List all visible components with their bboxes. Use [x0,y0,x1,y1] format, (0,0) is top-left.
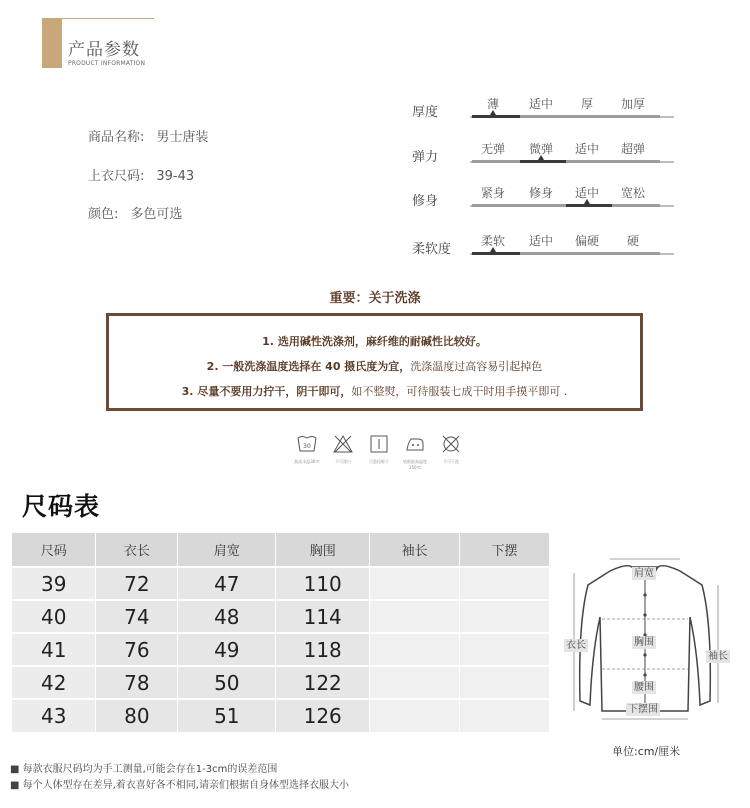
table-cell: 42 [12,666,96,699]
attribute-scale-segment [520,115,568,118]
care-label-5: 不可干洗 [443,459,459,464]
iron-icon [404,433,426,455]
attribute-scale-segment [566,252,614,255]
attribute-scale-segment [520,160,568,163]
selected-marker-icon [538,155,544,160]
washing-instructions-box [106,313,643,411]
attribute-option: 微弹 [528,142,553,156]
table-cell: 50 [178,666,276,699]
unit-label: 单位:cm/厘米 [612,745,681,758]
table-cell: 49 [178,633,276,666]
figure-label-hem: 下摆围 [628,704,658,715]
table-cell [370,699,460,732]
selected-marker-icon [490,247,496,252]
product-color-row [88,203,182,222]
header-chest: 胸围 [276,533,370,567]
care-label-1: 最高水温30℃ [294,459,320,464]
washing-title: 重要：关于洗涤 [329,291,421,306]
product-name-label: 商品名称: [88,130,145,145]
table-cell [460,633,550,666]
attribute-scale-segment [472,204,520,207]
attribute-name: 弹力 [412,150,439,165]
table-cell: 41 [12,633,96,666]
attribute-name: 厚度 [412,105,439,120]
attribute-option: 宽松 [620,186,645,200]
table-cell: 72 [96,567,178,600]
table-cell: 43 [12,699,96,732]
hang-dry-icon [368,433,390,455]
table-cell: 76 [96,633,178,666]
care-label-2: 不可漂白 [335,459,351,464]
washing-line-2-light: 洗涤温度过高容易引起掉色 [410,360,543,373]
header-size: 尺码 [12,533,96,567]
attribute-scale-segment [472,115,520,118]
table-cell: 110 [276,567,370,600]
table-row [12,600,550,633]
table-cell: 126 [276,699,370,732]
table-cell [460,699,550,732]
figure-label-waist: 腰围 [634,682,654,693]
attribute-name: 柔软度 [412,242,452,257]
attribute-scale-segment [612,160,660,163]
header-accent-block [42,18,62,68]
product-size-value: 39-43 [156,169,195,184]
table-row [12,567,550,600]
size-chart-title: 尺码表 [22,492,101,521]
product-color-label: 颜色: [88,207,119,222]
table-cell: 48 [178,600,276,633]
attribute-option: 加厚 [620,97,645,111]
care-label-3: 可悬挂晾干 [369,459,389,464]
product-name-row [88,126,208,145]
product-name-value: 男士唐装 [156,130,209,145]
header-shoulder: 肩宽 [178,533,276,567]
table-cell: 80 [96,699,178,732]
attribute-scale-segment [612,115,660,118]
attribute-scale-segment [566,160,614,163]
attribute-scale-segment [566,115,614,118]
attribute-option: 薄 [486,97,499,111]
table-cell: 74 [96,600,178,633]
attribute-option: 紧身 [480,186,505,200]
attribute-scale-segment [612,252,660,255]
garment-figure [552,533,738,733]
size-table-header [12,533,550,567]
attribute-option: 适中 [574,142,599,156]
table-cell [460,567,550,600]
no-bleach-icon [332,433,354,455]
selected-marker-icon [584,199,590,204]
figure-label-chest: 胸围 [634,637,654,648]
attribute-option: 修身 [528,186,553,200]
attribute-scale-segment [472,252,520,255]
note-1: ■ 每款衣服尺码均为手工测量,可能会存在1-3cm的误差范围 [10,764,278,775]
note-2: ■ 每个人体型存在差异,着衣喜好各不相同,请亲们根据自身体型选择衣服大小 [10,780,349,791]
table-row [12,699,550,732]
svg-text:30: 30 [303,443,311,450]
header-accent-line [62,18,154,19]
table-row [12,633,550,666]
attribute-name: 修身 [412,194,439,209]
table-cell [370,567,460,600]
selected-marker-icon [490,110,496,115]
section-title: 产品参数 [68,40,140,60]
figure-label-length: 衣长 [566,640,586,651]
section-subtitle: PRODUCT INFORMATION [68,60,146,67]
attribute-option: 适中 [528,97,553,111]
attribute-row [412,184,662,214]
header-hem: 下摆 [460,533,550,567]
attribute-scale-segment [612,204,660,207]
table-cell [460,666,550,699]
care-icons [290,433,470,469]
product-color-value: 多色可选 [130,207,183,222]
table-cell: 51 [178,699,276,732]
wash-30-icon [296,433,318,455]
washing-line-2 [109,358,640,374]
attribute-option: 硬 [626,234,639,248]
table-cell: 39 [12,567,96,600]
attribute-option: 适中 [574,186,599,200]
attribute-scale-segment [520,252,568,255]
table-cell: 118 [276,633,370,666]
care-label-4: 底板最高温度150℃ [403,459,427,470]
table-cell [370,633,460,666]
attribute-option: 厚 [580,97,593,111]
table-cell: 122 [276,666,370,699]
attribute-scale-segment [472,160,520,163]
attribute-row [412,232,662,262]
washing-line-3-bold: 3. 尽量不要用力拧干，阴干即可， [181,385,352,398]
attribute-option: 无弹 [480,142,505,156]
washing-line-2-bold: 2. 一般洗涤温度选择在 40 摄氏度为宜， [206,360,411,373]
table-cell [370,666,460,699]
table-cell: 78 [96,666,178,699]
washing-line-1: 1. 选用碱性洗涤剂，麻纤维的耐碱性比较好。 [262,335,487,348]
attribute-option: 柔软 [480,234,505,248]
table-cell [460,600,550,633]
attribute-option: 适中 [528,234,553,248]
product-size-label: 上衣尺码: [88,169,145,184]
attribute-row [412,95,662,125]
attribute-option: 偏硬 [574,234,599,248]
size-table [12,533,550,732]
washing-line-3 [109,383,640,399]
figure-label-shoulder: 肩宽 [634,568,654,579]
no-dry-clean-icon [440,433,462,455]
product-size-row [88,165,194,184]
header-length: 衣长 [96,533,178,567]
header-sleeve: 袖长 [370,533,460,567]
attribute-scale-segment [520,204,568,207]
table-cell [370,600,460,633]
table-cell: 40 [12,600,96,633]
washing-line-3-light: 如不整熨，可待服装七成干时用手摸平即可 . [351,385,568,398]
attribute-scale-segment [566,204,614,207]
figure-label-sleeve: 袖长 [708,651,728,662]
table-row [12,666,550,699]
attribute-option: 超弹 [620,142,645,156]
table-cell: 114 [276,600,370,633]
table-cell: 47 [178,567,276,600]
attribute-row [412,140,662,170]
